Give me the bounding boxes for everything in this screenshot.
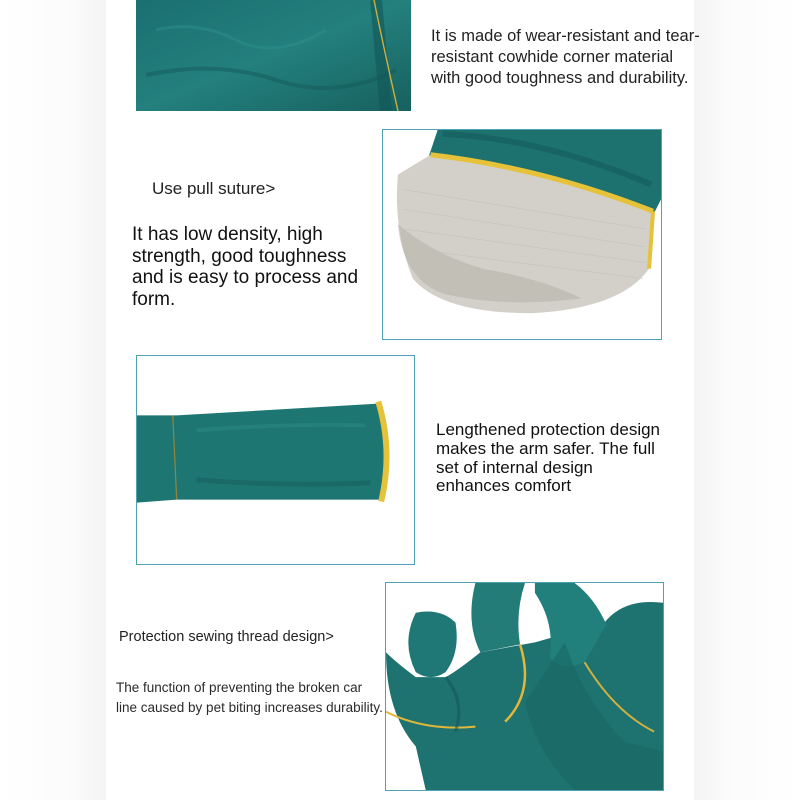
glove-fingers-image bbox=[385, 582, 664, 791]
sleeve-description: Lengthened protection design makes the arm safer. The full set of internal design enhances comfort bbox=[436, 420, 661, 496]
pull-suture-heading: Use pull suture> bbox=[152, 179, 276, 198]
glove-sleeve-image bbox=[136, 355, 415, 565]
lining-description: It has low density, high strength, good toughness and is easy to process and form. bbox=[132, 224, 359, 310]
sewing-thread-description: The function of preventing the broken car line caused by pet biting increases durability. bbox=[116, 680, 383, 715]
leather-closeup-image bbox=[136, 0, 411, 111]
glove-cuff-lining-image bbox=[382, 129, 662, 340]
sewing-thread-heading: Protection sewing thread design> bbox=[119, 629, 334, 645]
left-margin-shade bbox=[0, 0, 106, 800]
right-margin-shade bbox=[694, 0, 800, 800]
leather-material-description: It is made of wear-resistant and tear-resistant cowhide corner material with good toughness and durability. bbox=[431, 27, 700, 87]
